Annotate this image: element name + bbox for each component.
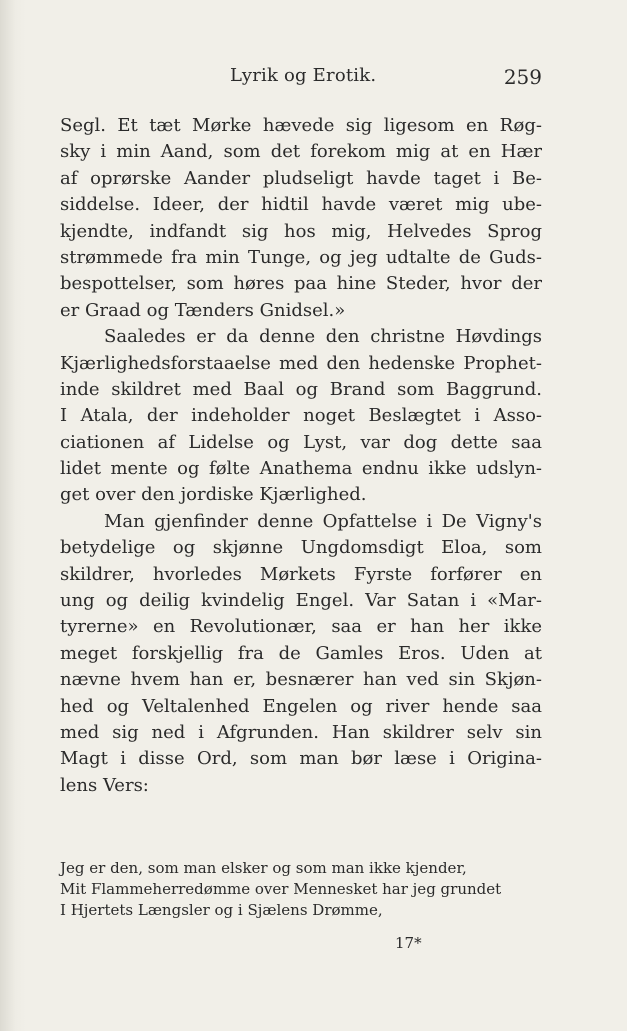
- body-text: [60, 113, 542, 799]
- text-line: skildrer, hvorledes Mørkets Fyrste forfører en: [60, 563, 542, 585]
- text-line: betydelige og skjønne Ungdomsdigt Eloa, som: [60, 537, 542, 559]
- text-line: lidet mente og følte Anathema endnu ikke udslyn-: [60, 458, 542, 480]
- text-line: tyrerne» en Revolutionær, saa er han her ikke: [60, 616, 542, 638]
- paragraph-1: [60, 113, 542, 324]
- text-line: hed og Veltalenhed Engelen og river hende saa: [60, 695, 542, 717]
- text-line: kjendte, indfandt sig hos mig, Helvedes Sprog: [60, 220, 542, 242]
- text-line: Segl. Et tæt Mørke hævede sig ligesom en Røg-: [60, 115, 542, 136]
- running-title: Lyrik og Erotik.: [230, 65, 377, 86]
- text-line: Man gjenfinder denne Opfattelse i De Vigny's: [104, 510, 542, 532]
- text-line: Saaledes er da denne den christne Høvdings: [104, 326, 542, 348]
- verse-line: Mit Flammeherredømme over Mennesket har jeg grundet: [60, 880, 502, 898]
- text-line: lens Vers:: [60, 774, 149, 796]
- text-line: bespottelser, som høres paa hine Steder, hvor der: [60, 273, 542, 295]
- text-line: med sig ned i Afgrunden. Han skildrer selv sin: [60, 721, 542, 743]
- text-line: sky i min Aand, som det forekom mig at en Hær: [60, 141, 542, 163]
- text-line: ciationen af Lidelse og Lyst, var dog dette saa: [60, 431, 542, 453]
- verse-quotation: [60, 858, 542, 921]
- text-line: Magt i disse Ord, som man bør læse i Origina-: [60, 748, 542, 770]
- text-line: er Graad og Tænders Gnidsel.»: [60, 299, 346, 321]
- text-line: ung og deilig kvindelig Engel. Var Satan i «Mar-: [60, 590, 542, 612]
- text-line: I Atala, der indeholder noget Beslægtet i Asso-: [60, 405, 542, 427]
- text-line: get over den jordiske Kjærlighed.: [60, 484, 367, 506]
- verse-line: Jeg er den, som man elsker og som man ikke kjender,: [60, 859, 467, 877]
- page-header: [60, 65, 542, 93]
- text-line: Kjærlighedsforstaaelse med den hedenske Prophet-: [60, 352, 542, 374]
- text-line: siddelse. Ideer, der hidtil havde været mig ube-: [60, 194, 542, 216]
- page-number: 259: [503, 65, 542, 89]
- paragraph-2: [60, 324, 542, 509]
- text-line: inde skildret med Baal og Brand som Baggrund.: [60, 378, 542, 400]
- verse-line: I Hjertets Længsler og i Sjælens Drømme,: [60, 901, 383, 919]
- page-edge-shadow: [0, 0, 26, 1031]
- text-line: af oprørske Aander pludseligt havde taget i Be-: [60, 167, 542, 189]
- text-line: nævne hvem han er, besnærer han ved sin Skjøn-: [60, 669, 542, 691]
- signature-mark: 17*: [395, 934, 422, 952]
- text-line: meget forskjellig fra de Gamles Eros. Uden at: [60, 642, 542, 664]
- paragraph-3: [60, 509, 542, 799]
- text-line: strømmede fra min Tunge, og jeg udtalte de Guds-: [60, 246, 542, 268]
